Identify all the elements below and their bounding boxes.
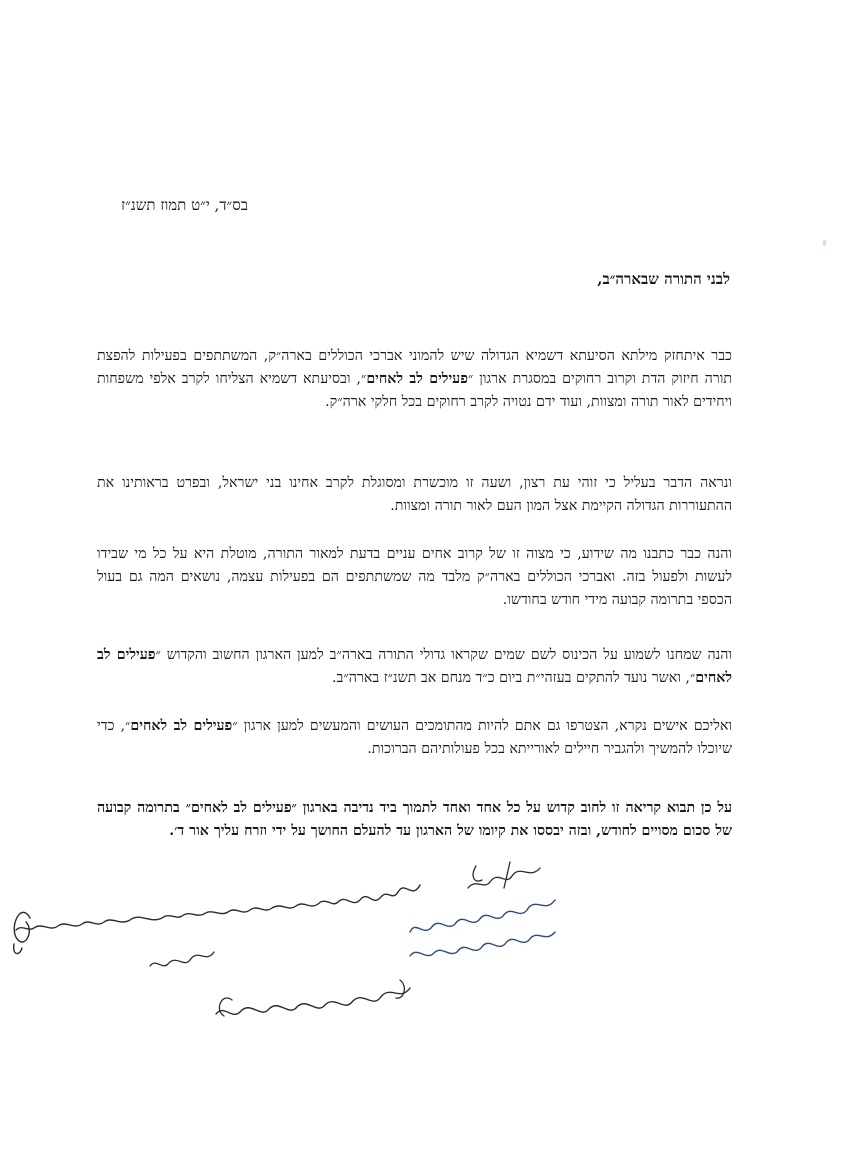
paragraph-1 bbox=[97, 345, 732, 414]
signature-5-scrawl bbox=[216, 988, 410, 1014]
paragraph-3: והנה כבר כתבנו מה שידוע, כי מצוה זו של קרוב אחים עניים בדעת למאור התורה, מוטלת היא על כל מי שבידו לעשות ולפעול בזה. ואברכי הכוללים בארה״ק מלבד מה שמשתתפים הם בפעילות עצמה, נושאים המה גם בעול הכספי בתרומה קבועה מידי חודש בחודשו. bbox=[97, 546, 732, 608]
letter-salutation: לבני התורה שבארה״ב, bbox=[597, 270, 730, 288]
signature-4-scrawl bbox=[150, 952, 214, 966]
organization-name: פעילים לב לאחים bbox=[130, 718, 233, 734]
paragraph-4-text-b: ״, ואשר נועד להתקים בעזהי״ת ביום כ״ד מנחם אב תשנ״ז בארה״ב. bbox=[331, 670, 696, 686]
paragraph-6-appeal: על כן תבוא קריאה זו לחוב קדוש על כל אחד ואחד לתמוך ביד נדיבה בארגון ״פעילים לב לאחים״ בתרומה קבועה של סכום מסויים לחודש, ובזה יבססו את קיומו של הארגון עד להעלם החושך על ידי וזרח עליך אור ד׳. bbox=[97, 800, 732, 839]
signature-2-scrawl bbox=[468, 862, 540, 888]
paragraph-1-text-b: ״, ובסיעתא דשמיא הצליחו לקרב אלפי משפחות ויחידים לאור תורה ומצוות, ועוד ידם נטויה לקרב רחוקים בכל חלקי ארה״ק. bbox=[97, 371, 732, 410]
paragraph-1-text-a: כבר איתחזק מילתא הסיעתא דשמיא הגדולה שיש להמוני אברכי הכוללים בארה״ק, המשתתפים בפעילות להפצת תורה חיזוק הדת וקרוב רחוקים במסגרת ארגון ״ bbox=[97, 348, 733, 387]
signature-3-blue-line2 bbox=[410, 932, 555, 956]
paragraph-4 bbox=[97, 644, 732, 690]
paragraph-5-text-a: ואליכם אישים נקרא, הצטרפו גם אתם להיות מהתומכים העושים והמעשים למען ארגון ״ bbox=[232, 718, 733, 734]
signature-5-loop bbox=[219, 980, 404, 1016]
signature-3-blue bbox=[410, 900, 555, 932]
organization-name: פעילים לב לאחים bbox=[97, 647, 732, 686]
signature-1-scrawl bbox=[16, 885, 420, 930]
signature-1-loop bbox=[14, 912, 30, 953]
paragraph-5-text-b: ״, כדי שיוכלו להמשיך ולהגביר חיילים לאורייתא בכל פעולותיהם הברוכות. bbox=[97, 718, 732, 757]
paragraph-4-text-a: והנה שמחנו לשמוע על הכינוס לשם שמים שקראו גדולי התורה בארה״ב למען הארגון החשוב והקדוש ״ bbox=[155, 647, 733, 663]
signatures bbox=[0, 860, 850, 1030]
paper-speck bbox=[823, 240, 826, 246]
organization-name: פעילים לב לאחים bbox=[366, 371, 468, 387]
paragraph-2: ונראה הדבר בעליל כי זוהי עת רצון, ושעה זו מוכשרת ומסוגלת לקרב אחינו בני ישראל, ובפרט בראותינו את ההתעוררות הגדולה הקיימת אצל המון העם לאור תורה ומצוות. bbox=[97, 475, 732, 514]
paragraph-5 bbox=[97, 715, 732, 761]
letter-date: בס״ד, י״ט תמוז תשנ״ז bbox=[120, 196, 248, 214]
